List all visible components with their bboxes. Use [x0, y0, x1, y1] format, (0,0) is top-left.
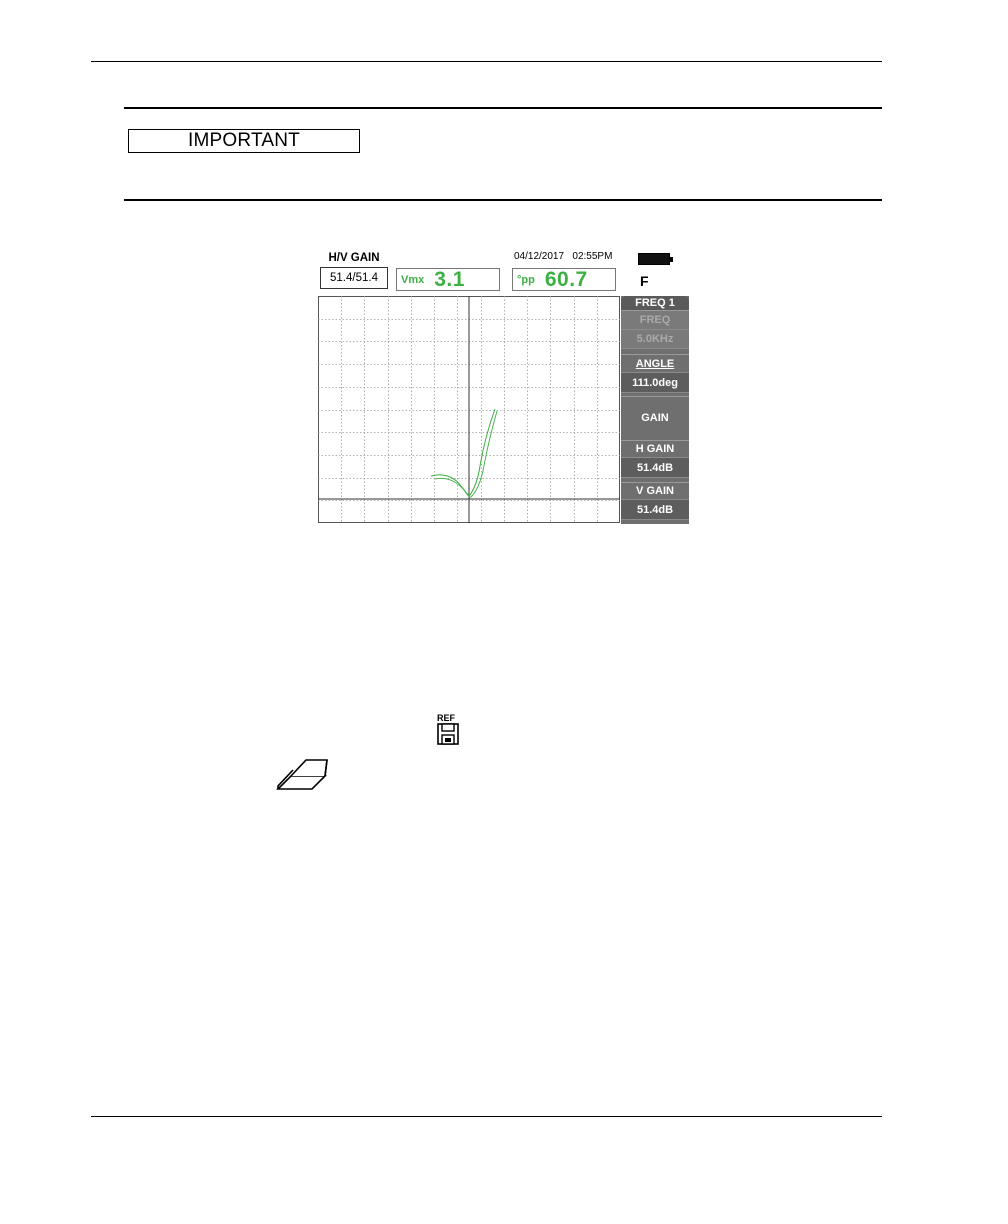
freq-menu-label[interactable] [621, 310, 689, 329]
footer-rule [91, 1116, 882, 1117]
gain-menu-button[interactable]: GAIN [621, 396, 689, 438]
freq-value[interactable]: 5.0KHz [621, 329, 689, 349]
v-gain-menu-label[interactable]: V GAIN [621, 482, 689, 499]
hv-gain-value: 51.4/51.4 [320, 267, 388, 289]
vmx-readout [396, 268, 500, 291]
side-menu [621, 296, 689, 524]
impedance-plane-display [318, 296, 620, 523]
menu-title[interactable]: FREQ 1 [621, 296, 689, 310]
floppy-disk-icon [437, 713, 461, 749]
ref-label: REF [437, 713, 455, 723]
angle-value[interactable]: 111.0deg [621, 372, 689, 393]
angle-menu-label[interactable] [621, 354, 689, 372]
date-time: 04/12/2017 02:55PM [514, 251, 613, 262]
h-gain-menu-label[interactable]: H GAIN [621, 440, 689, 457]
frequency-indicator: F [640, 273, 649, 289]
floppy-disk-glyph [437, 723, 459, 745]
vmx-value: 3.1 [434, 267, 465, 291]
vmx-symbol: Vmx [401, 273, 425, 286]
eraser-icon [275, 756, 329, 792]
header-rule [91, 61, 882, 62]
phase-value: 60.7 [544, 267, 588, 291]
angle-label-text: ANGLE [635, 357, 675, 370]
freq-label-text: FREQ [639, 314, 671, 326]
phase-readout [512, 268, 616, 291]
v-gain-value[interactable]: 51.4dB [621, 499, 689, 520]
phase-symbol: °pp [517, 273, 535, 286]
h-gain-value[interactable]: 51.4dB [621, 457, 689, 478]
important-top-rule [124, 107, 882, 109]
important-bottom-rule [124, 199, 882, 201]
important-label: IMPORTANT [128, 129, 360, 153]
battery-icon [638, 253, 670, 265]
hv-gain-label: H/V GAIN [328, 252, 380, 264]
